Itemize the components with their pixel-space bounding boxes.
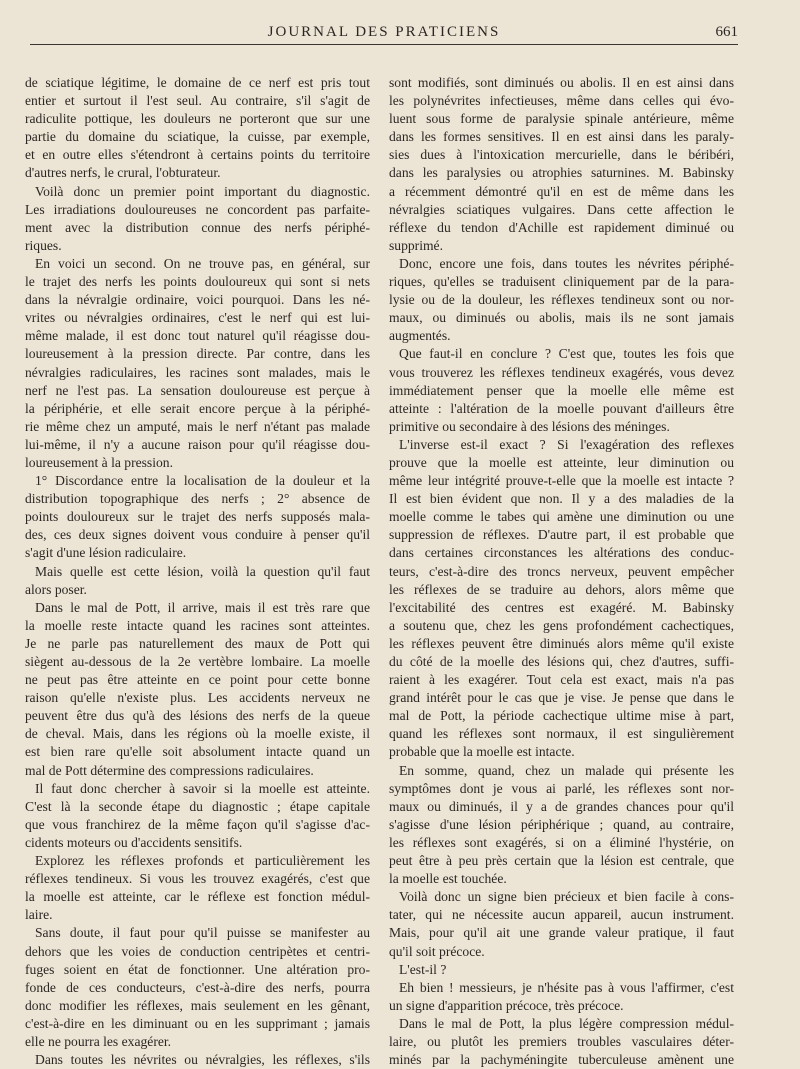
text-line: raison qu'elle n'existe plus. Les accidents nerveux ne — [25, 690, 370, 706]
paragraph — [389, 345, 734, 435]
text-line: s'agit d'une lésion radiculaire. — [25, 545, 187, 561]
text-line: c'est-à-dire en les diminuant ou en les supprimant ; jamais — [25, 1015, 370, 1031]
text-line: Dans toutes les névrites ou névralgies, les réflexes, s'ils — [35, 1052, 370, 1068]
paragraph — [389, 1015, 734, 1069]
text-line: laire, ou plutôt les premiers troubles vasculaires déter- — [389, 1033, 734, 1049]
text-line: Voilà donc un premier point important du diagnostic. — [35, 183, 370, 199]
text-line: ne peut pas être atteinte en ce point pour cette bonne — [25, 672, 370, 688]
text-line: mal de Pott détermine des compressions radiculaires. — [25, 762, 314, 778]
left-column — [25, 74, 370, 1069]
text-line: Que faut-il en conclure ? C'est que, toutes les fois que — [399, 346, 734, 362]
text-line: névralgies radiculaires, les racines sont malades, mais le — [25, 364, 370, 380]
text-line: Mais quelle est cette lésion, voilà la question qu'il faut — [35, 563, 370, 579]
paragraph — [389, 888, 734, 960]
text-line: teurs, c'est-à-dire des troncs nerveux, peuvent empêcher — [389, 563, 734, 579]
text-line: L'inverse est-il exact ? Si l'exagération des reflexes — [399, 436, 734, 452]
text-line: Il est bien évident que non. Il y a des maladies de la — [389, 491, 734, 507]
paragraph — [25, 924, 370, 1051]
text-line: En voici un second. On ne trouve pas, en général, sur — [35, 255, 370, 271]
text-line: la moelle est touchée. — [389, 871, 507, 887]
paragraph — [25, 599, 370, 780]
text-line: loureusement à la pression directe. Par contre, dans les — [25, 346, 370, 362]
text-line: les réflexes peuvent être diminués alors même qu'il existe — [389, 635, 734, 651]
text-line: de cheval. Mais, dans les régions où la moelle existe, il — [25, 726, 370, 742]
paragraph — [25, 1051, 370, 1069]
paragraph — [25, 74, 370, 183]
text-line: sont modifiés, sont diminués ou abolis. Il en est ainsi dans — [389, 75, 734, 90]
text-line: grand intérêt pour le cas que je vise. Je pense que dans le — [389, 690, 734, 706]
text-line: lui-même, il n'y a aucune raison pour qu'il réagisse dou- — [25, 436, 370, 452]
text-line: augmentés. — [389, 328, 451, 344]
text-line: ment avec la distribution connue des nerfs périphé- — [25, 219, 370, 235]
text-line: le trajet des nerfs les points douloureux qui sont si nets — [25, 274, 370, 290]
paragraph — [389, 436, 734, 762]
text-line: maux, ou diminués ou abolis, mais ils ne sont jamais — [389, 310, 734, 326]
text-line: points douloureux sur le trajet des nerfs supposés mala- — [25, 509, 370, 525]
paragraph — [25, 255, 370, 472]
text-line: luent sous forme de paralysie spinale antérieure, même — [389, 111, 734, 127]
text-line: dans les paralysies ou atrophies saturnines. M. Babinsky — [389, 165, 734, 181]
text-line: riques, qu'elles se traduisent cliniquement par de la para- — [389, 274, 734, 290]
text-line: quand les réflexes sont normaux, il est singulièrement — [389, 726, 734, 742]
text-line: fonde de ces conducteurs, c'est-à-dire des nerfs, pourra — [25, 979, 370, 995]
text-line: un signe d'apparition précoce, très précoce. — [389, 997, 624, 1013]
right-column — [389, 74, 734, 1069]
text-line: l'excitabilité des centres est exagéré. M. Babinsky — [389, 599, 734, 615]
text-line: riques. — [25, 237, 62, 253]
page-number: 661 — [715, 24, 738, 40]
text-line: réflexes tendineux. Si vous les trouvez exagérés, c'est que — [25, 871, 370, 887]
text-line: peuvent être dus qu'à des lésions des nerfs de la queue — [25, 708, 370, 724]
paragraph — [389, 255, 734, 345]
text-line: est bien rare qu'elle soit absolument intacte quand un — [25, 744, 370, 760]
text-line: vous trouverez les réflexes tendineux exagérés, vous devez — [389, 364, 734, 380]
text-line: Donc, encore une fois, dans toutes les névrites périphé- — [399, 255, 734, 271]
text-line: partie du domaine du sciatique, la cuisse, par exemple, — [25, 129, 370, 145]
text-line: Il faut donc chercher à savoir si la moelle est atteinte. — [35, 780, 370, 796]
text-line: la périphérie, et elle serait encore perçue à la périphé- — [25, 400, 370, 416]
text-line: Les irradiations douloureuses ne concordent pas parfaite- — [25, 201, 370, 217]
text-line: entier et surtout il l'est seul. Au contraire, s'il s'agit de — [25, 93, 370, 109]
text-line: a récemment démontré qu'il en est de même dans les — [389, 183, 734, 199]
text-line: du côté de la moelle des lésions qui, chez d'autres, suffi- — [389, 654, 734, 669]
text-line: réflexe du tendon d'Achille est rapidement diminué ou — [389, 219, 734, 235]
text-line: moelle comme le tabes qui amène une diminution ou une — [389, 509, 734, 525]
text-line: distribution topographique des nerfs ; 2° absence de — [25, 491, 370, 507]
text-line: s'agisse d'une lésion périphérique ; quand, au contraire, — [389, 816, 734, 832]
text-line: rie même chez un amputé, mais le nerf n'étant pas malade — [25, 418, 370, 434]
text-line: Explorez les réflexes profonds et particulièrement les — [35, 853, 370, 869]
text-line: dans les formes sensitives. Il en est ainsi dans les paraly- — [389, 129, 734, 145]
paragraph — [389, 762, 734, 889]
text-line: loureusement à la pression. — [25, 454, 173, 470]
text-line: Je ne parle pas naturellement des maux de Pott qui — [25, 635, 370, 651]
text-line: qu'il soit précoce. — [389, 943, 485, 959]
text-line: les réflexes sont exagérés, si on a éliminé l'hystérie, on — [389, 834, 734, 850]
text-line: dans certaines circonstances les altérations des conduc- — [389, 545, 734, 561]
text-line: 1° Discordance entre la localisation de la douleur et la — [35, 473, 370, 489]
text-line: probable que la moelle est intacte. — [389, 744, 575, 760]
text-line: Dans le mal de Pott, la plus légère compression médul- — [399, 1015, 734, 1031]
text-line: a soutenu que, chez les gens profondément cachectiques, — [389, 617, 734, 633]
text-line: fuges soient en état de fonctionner. Une altération pro- — [25, 961, 370, 977]
text-line: que vous franchirez de la même façon qu'il s'agisse d'ac- — [25, 816, 370, 832]
text-line: même malade, il est donc tout naturel qu'il réagisse dou- — [25, 328, 370, 344]
text-line: atteinte : l'altération de la moelle pouvant d'ailleurs être — [389, 400, 734, 416]
text-line: maux ou diminués, il y a de grandes chances pour qu'il — [389, 798, 734, 814]
text-line: supprimé. — [389, 237, 443, 253]
text-line: mal de Pott, la période cachectique ultime mise à part, — [389, 708, 734, 724]
text-line: Dans le mal de Pott, il arrive, mais il est très rare que — [35, 599, 370, 615]
text-line: C'est là la seconde étape du diagnostic ; étape capitale — [25, 798, 370, 814]
text-line: prouve que la moelle est atteinte, leur diminution ou — [389, 454, 734, 470]
text-line: Eh bien ! messieurs, je n'hésite pas à vous l'affirmer, c'est — [399, 979, 734, 995]
text-line: même leur intégrité prouve-t-elle que la moelle est intacte ? — [389, 473, 734, 489]
text-line: la moelle reste intacte quand les racines sont atteintes. — [25, 617, 370, 633]
text-line: siègent au-dessous de la 2e vertèbre lombaire. La moelle — [25, 654, 370, 669]
text-line: radiculite pottique, les douleurs ne porteront que sur une — [25, 111, 370, 127]
text-line: symptômes dont je vous ai parlé, les réflexes sont nor- — [389, 780, 734, 796]
text-line: tater, qui ne nécessite aucun appareil, aucun instrument. — [389, 907, 734, 923]
text-line: raient à les exagérer. Tout cela est exact, mais n'a pas — [389, 672, 734, 688]
paragraph — [25, 472, 370, 562]
text-line: donc modifier les réflexes, mais seulement en les gênant, — [25, 997, 370, 1013]
text-line: nerf ne l'est pas. La sensation douloureuse est perçue à — [25, 382, 370, 398]
text-line: peut être à peu près certain que la lésion est centrale, que — [389, 853, 734, 869]
text-line: les polynévrites infectieuses, même dans celles qui évo- — [389, 93, 734, 109]
paragraph — [389, 961, 734, 979]
text-line: des, ces deux signes doivent vous conduire à penser qu'il — [25, 527, 370, 543]
text-line: minés par la pachyméningite tuberculeuse amènent une — [389, 1052, 734, 1068]
paragraph — [25, 563, 370, 599]
text-line: dehors que les voies de conduction centripètes et centri- — [25, 943, 370, 959]
text-line: lysie ou de la douleur, les réflexes tendineux sont ou nor- — [389, 292, 734, 308]
text-line: de sciatique légitime, le domaine de ce nerf est pris tout — [25, 75, 370, 90]
paragraph — [389, 74, 734, 255]
paragraph — [25, 183, 370, 255]
text-line: Mais, pour qu'il ait une grande valeur pratique, il faut — [389, 925, 734, 941]
text-line: immédiatement penser que la moelle elle même est — [389, 382, 734, 398]
text-line: suppression de réflexes. D'autre part, il est probable que — [389, 527, 734, 543]
text-line: laire. — [25, 907, 53, 923]
text-line: névralgies sciatiques vulgaires. Dans cette affection le — [389, 201, 734, 217]
text-line: sies dues à l'intoxication mercurielle, dans le béribéri, — [389, 147, 734, 163]
text-line: d'autres nerfs, le crural, l'obturateur. — [25, 165, 221, 181]
text-line: alors poser. — [25, 581, 87, 597]
text-line: dans la névralgie ordinaire, voici pourquoi. Dans les né- — [25, 292, 370, 308]
text-line: Sans doute, il faut pour qu'il puisse se manifester au — [35, 925, 370, 941]
text-line: primitive ou secondaire à des lésions des méninges. — [389, 418, 670, 434]
text-line: Voilà donc un signe bien précieux et bien facile à cons- — [399, 889, 734, 905]
text-line: vrites ou névralgies ordinaires, c'est le nerf qui est lui- — [25, 310, 370, 326]
text-line: et en outre elles s'étendront à certains points du territoire — [25, 147, 370, 163]
running-header — [30, 22, 738, 45]
text-line: les réflexes de se traduire au dehors, alors même que — [389, 581, 734, 597]
text-line: En somme, quand, chez un malade qui présente les — [399, 762, 734, 778]
paragraph — [25, 852, 370, 924]
journal-title: JOURNAL DES PRATICIENS — [267, 24, 501, 40]
text-line: la moelle est atteinte, car le réflexe est fonction médul- — [25, 889, 370, 905]
paragraph — [389, 979, 734, 1015]
text-line: L'est-il ? — [399, 961, 447, 977]
text-line: cidents moteurs ou d'accidents sensitifs. — [25, 834, 243, 850]
text-line: elle ne pourra les exagérer. — [25, 1033, 172, 1049]
paragraph — [25, 780, 370, 852]
